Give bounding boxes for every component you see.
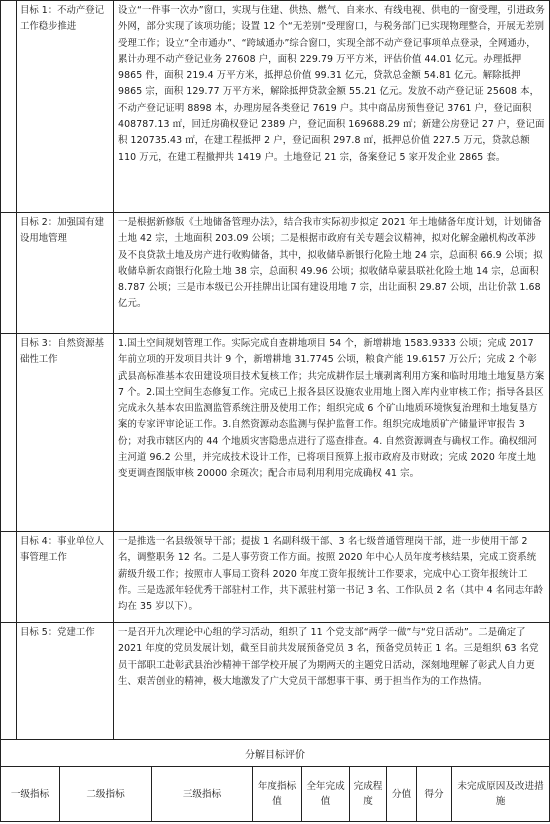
- column-header: 三级指标: [152, 767, 253, 822]
- goal-label: 目标 4：事业单位人事管理工作: [17, 532, 114, 623]
- goal-row-1: [1, 1, 550, 213]
- evaluation-title: 分解目标评价: [1, 740, 550, 767]
- column-header: 未完成原因及改进措施: [452, 767, 550, 822]
- column-header: 二级指标: [60, 767, 152, 822]
- blank-margin-cell: [1, 334, 17, 532]
- evaluation-header-row: [1, 767, 550, 822]
- goal-row-2: [1, 213, 550, 334]
- column-header: 全年完成值: [302, 767, 350, 822]
- column-header: 一级指标: [1, 767, 60, 822]
- blank-margin-cell: [1, 213, 17, 334]
- goal-description: 一是根据新修版《土地储备管理办法》，结合我市实际初步拟定 2021 年土地储备年度计划，计划储备土地 42 宗，土地面积 203.09 公顷；二是根据市政府有关专题会议精神，拟对化解金融机构改革涉及不良贷款土地及房产进行收购储备，其中，拟收储阜新银行化险土地 24 宗，总面积 66.9 公顷；拟收储阜新农商银行化险土地 38 宗，总面积 49.96 公顷；拟收储阜蒙县联社化险土地 14 宗，总面积 8.787 公顷；三是市本级已公开挂牌出让国有建设用地 7 宗，出让面积 29.87 公顷，出让价款 1.68 亿元。: [114, 213, 550, 334]
- goal-row-4: [1, 532, 550, 623]
- goal-description: 1.国土空间规划管理工作。实际完成自查耕地项目 54 个，新增耕地 1583.9333 公顷；完成 2017 年前立项的开发项目共计 9 个，新增耕地 31.7745 公顷，粮食产能 19.6157 万公斤；完成 2 个彰武县高标准基本农田建设项目技术复核工作；共完成耕作层土壤剥离利用方案和临时用地土地复垦方案 7 个。2.国土空间生态修复工作。完成已上报各县区设施农业用地上图入库内业审核工作；指导各县区完成永久基本农田监测监管系统注册及使用工作；组织完成 6 个矿山地质环境恢复治理和土地复垦方案的专家评审论证工作。3.自然资源动态监测与保护监督工作。组织完成地质矿产储量评审报告 3 份；对我市辖区内的 44 个地质灾害隐患点进行了巡查排查。4. 自然资源调查与确权工作。确权细河主河道 96.2 公里，并完成技术设计工作，已将项目预算上报市政府及市财政；完成 2020 年度土地变更调查图版审核 20000 余斑次；配合市局利用利用完成确权 41 宗。: [114, 334, 550, 532]
- goal-row-3: [1, 334, 550, 532]
- goal-description: 一是召开九次理论中心组的学习活动，组织了 11 个党支部“两学一做”与“党日活动”。二是确定了 2021 年度的党员发展计划，截至目前共发展预备党员 3 名，预备党员转正 1 名。三是组织 63 名党员干部职工赴彰武县治沙精神干部学校开展了为期两天的主题党日活动，深刻地理解了彰武人自力更生、艰苦创业的精神，极大地激发了广大党员干部想事干事、勇于担当作为的工作热情。: [114, 623, 550, 740]
- goal-description: 一是推选一名县级领导干部；提拔 1 名副科级干部、3 名七级普通管理岗干部，进一步使用干部 2 名，调整职务 12 名。二是人事劳资工作方面。按照 2020 年中心人员年度考核结果，完成工资系统薪级升级工作；按照市人事局工资科 2020 年度工资年报统计工作要求，完成中心工资年报统计工作。三是选派年轻优秀干部驻村工作，共下派驻村第一书记 3 名、工作队员 2 名（其中 4 名同志年龄均在 35 岁以下）。: [114, 532, 550, 623]
- goal-description: 设立“一件事一次办”窗口，实现与住建、供热、燃气、自来水、有线电视、供电的一窗受理，引进政务外网，部分实现了该项功能；设置 12 个“无差别”受理窗口，与税务部门已实现物理整合，开展无差别受理工作；设立“全市通办”、“跨域通办”综合窗口，实现全部不动产登记事项单点登录，全网通办，累计办理不动产登记业务 27608 户，面积 229.79 万平方米，评估价值 44.01 亿元。办理抵押 9865 件，面积 219.4 万平方米，抵押总价值 99.31 亿元，贷款总金额 54.81 亿元。解除抵押 9865 宗，面积 129.77 万平方米，解除抵押贷款金额 55.21 亿元。发放不动产登记证 25608 本，不动产登记证明 8898 本，办理房屋各类登记 7619 户。其中商品房预售登记 3761 户，登记面积 408787.13 ㎡，回迁房确权登记 2389 户，登记面积 169688.29 ㎡；新建公房登记 27 户，登记面积 120735.43 ㎡，在建工程抵押 2 户，登记面积 297.8 ㎡，抵押总价值 227.5 万元，贷款总额 110 万元，在建工程撤押共 1419 户。土地登记 21 宗，备案登记 5 家开发企业 2865 套。: [114, 1, 550, 213]
- column-header: 得分: [417, 767, 452, 822]
- goal-label: 目标 3：自然资源基础性工作: [17, 334, 114, 532]
- blank-margin-cell: [1, 532, 17, 623]
- column-header: 分值: [387, 767, 417, 822]
- goal-label: 目标 5：党建工作: [17, 623, 114, 740]
- column-header: 年度指标值: [253, 767, 302, 822]
- goal-row-5: [1, 623, 550, 740]
- evaluation-title-row: [1, 740, 550, 767]
- blank-margin-cell: [1, 1, 17, 213]
- goal-label: 目标 2：加强国有建设用地管理: [17, 213, 114, 334]
- column-header: 完成程度: [350, 767, 387, 822]
- blank-margin-cell: [1, 623, 17, 740]
- goal-label: 目标 1：不动产登记工作稳步推进: [17, 1, 114, 213]
- evaluation-table: [0, 739, 550, 822]
